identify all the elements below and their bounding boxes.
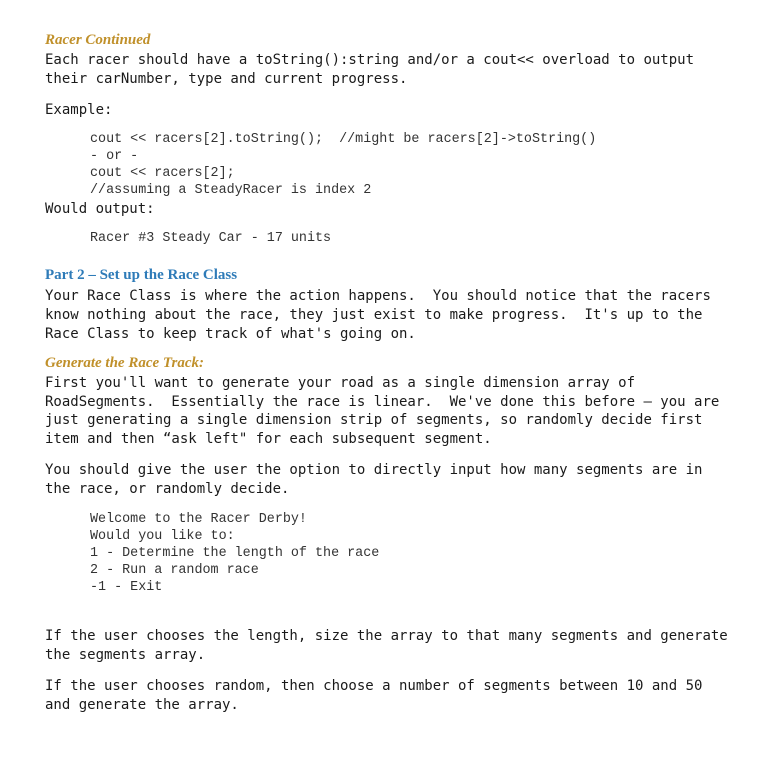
race-track-line: just generating a single dimension strip of segments, so randomly decide first: [45, 412, 703, 428]
menu-line: -1 - Exit: [90, 580, 163, 595]
race-track-line: RoadSegments. Essentially the race is linear. We've done this before – you are: [45, 394, 720, 410]
option-line: You should give the user the option to directly input how many segments are in: [45, 462, 703, 478]
racer-continued-heading: Racer Continued: [45, 32, 151, 48]
racer-desc-line-2: their carNumber, type and current progress.: [45, 71, 408, 87]
menu-line: 1 - Determine the length of the race: [90, 546, 380, 561]
example-label: Example:: [45, 102, 113, 118]
race-track-line: item and then “ask left" for each subsequent segment.: [45, 431, 492, 447]
random-choice-line: and generate the array.: [45, 697, 239, 713]
part2-line: know nothing about the race, they just exist to make progress. It's up to the: [45, 307, 703, 323]
option-line: the race, or randomly decide.: [45, 481, 290, 497]
code-line: //assuming a SteadyRacer is index 2: [90, 183, 372, 198]
menu-line: Would you like to:: [90, 529, 235, 544]
part2-line: Race Class to keep track of what's going on.: [45, 326, 416, 342]
code-line: - or -: [90, 149, 139, 164]
length-choice-line: If the user chooses the length, size the array to that many segments and generate: [45, 628, 728, 644]
random-choice-line: If the user chooses random, then choose a number of segments between 10 and 50: [45, 678, 703, 694]
racer-desc-line-1: Each racer should have a toString():string and/or a cout<< overload to output: [45, 52, 695, 68]
would-output-label: Would output:: [45, 201, 155, 217]
code-line: cout << racers[2];: [90, 166, 235, 181]
menu-line: 2 - Run a random race: [90, 563, 259, 578]
race-track-heading: Generate the Race Track:: [45, 355, 204, 371]
menu-line: Welcome to the Racer Derby!: [90, 512, 307, 527]
length-choice-line: the segments array.: [45, 647, 206, 663]
race-track-line: First you'll want to generate your road as a single dimension array of: [45, 375, 636, 391]
code-line: cout << racers[2].toString(); //might be racers[2]->toString(): [90, 132, 597, 147]
part2-heading: Part 2 – Set up the Race Class: [45, 267, 238, 283]
part2-line: Your Race Class is where the action happens. You should notice that the racers: [45, 288, 711, 304]
output-example: Racer #3 Steady Car - 17 units: [90, 231, 332, 246]
